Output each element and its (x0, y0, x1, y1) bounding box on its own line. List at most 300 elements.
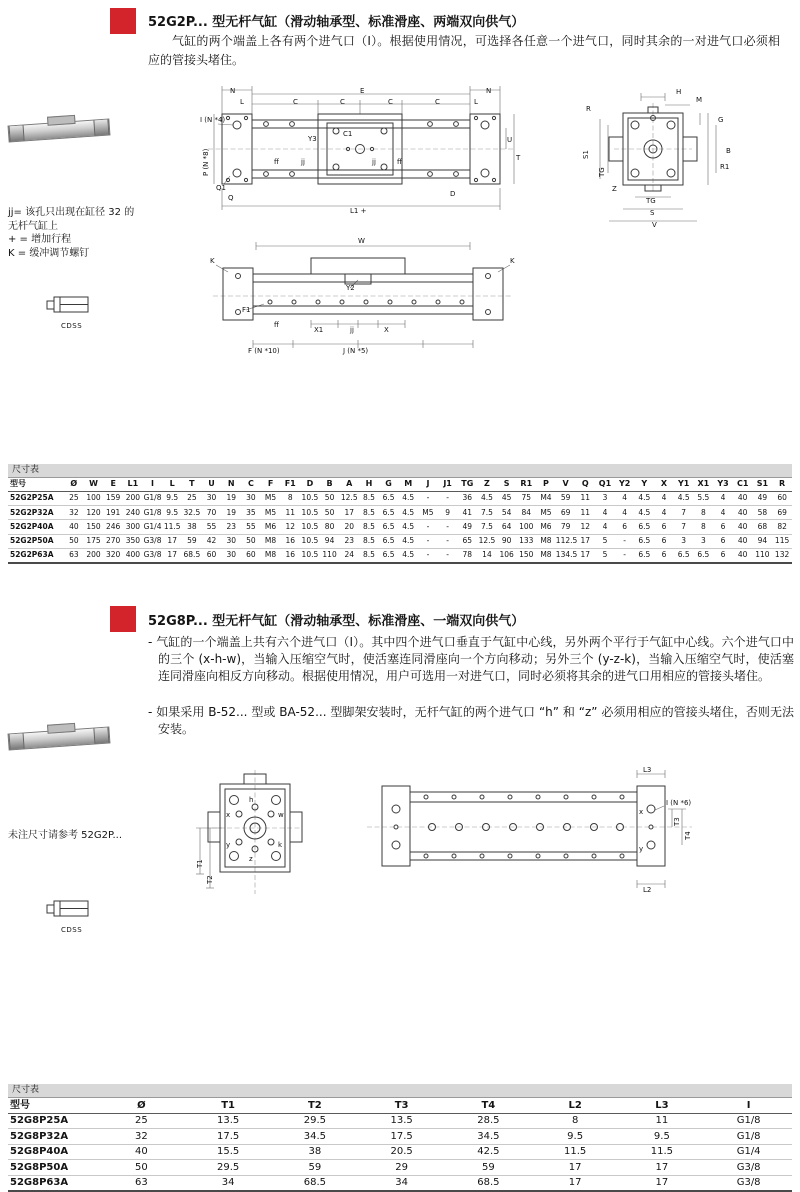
cell: 350 (123, 534, 143, 548)
cell: M5 (261, 491, 281, 505)
column-header: Y3 (713, 478, 733, 491)
cell: 6 (713, 534, 733, 548)
drawing-plan-view-52g8p (352, 764, 702, 896)
cell: M5 (261, 506, 281, 520)
dim-label: w (278, 811, 284, 819)
cell: 3 (674, 534, 694, 548)
cell: 11.5 (619, 1144, 706, 1160)
table-row (8, 1160, 792, 1176)
cell: 8.5 (359, 548, 379, 563)
cylinder-end-cap (9, 733, 25, 749)
cell: 84 (516, 506, 536, 520)
cell: 8 (532, 1113, 619, 1129)
column-header: S (497, 478, 517, 491)
cell: 6.5 (634, 534, 654, 548)
dim-label: Q1 (216, 184, 226, 192)
column-header: I (143, 478, 163, 491)
cell: G1/8 (705, 1129, 792, 1145)
cell: G1/4 (143, 520, 163, 534)
cell: 32 (64, 506, 84, 520)
cell: 38 (182, 520, 202, 534)
cell: 59 (556, 491, 576, 505)
cell: 134.5 (556, 548, 576, 563)
cell: 36 (457, 491, 477, 505)
column-header: T4 (445, 1098, 532, 1113)
cell: 49 (457, 520, 477, 534)
product-photo-1 (8, 104, 110, 160)
cell: M4 (536, 491, 556, 505)
cell: 175 (84, 534, 104, 548)
table-row (8, 1175, 792, 1191)
cell: 4.5 (634, 491, 654, 505)
dim-label: M (696, 96, 703, 104)
column-header: L1 (123, 478, 143, 491)
cell: 59 (182, 534, 202, 548)
dimension-table-2 (8, 1098, 792, 1192)
product-photo-2 (8, 712, 110, 768)
cell: 24 (339, 548, 359, 563)
cell: 6 (713, 548, 733, 563)
column-header: J1 (438, 478, 458, 491)
dim-label: h (249, 796, 254, 804)
cell: 12 (280, 520, 300, 534)
cell: 63 (98, 1175, 185, 1191)
cell: 4.5 (398, 548, 418, 563)
column-header: Ø (64, 478, 84, 491)
dim-label: E (360, 87, 365, 95)
cell: 52G2P25A (8, 491, 64, 505)
column-header: E (103, 478, 123, 491)
cell: 19 (221, 506, 241, 520)
dim-label: I (N *6) (666, 799, 692, 807)
cell: 52G8P25A (8, 1113, 98, 1129)
cylinder-schematic-icon (45, 898, 97, 922)
cell: 12 (575, 520, 595, 534)
dim-label: L (240, 98, 244, 106)
cell: 54 (497, 506, 517, 520)
column-header: M (398, 478, 418, 491)
drawing-end-view-52g8p (192, 756, 322, 901)
cell: 80 (320, 520, 340, 534)
cell: 94 (320, 534, 340, 548)
cell: 50 (241, 534, 261, 548)
dim-label: Y3 (308, 135, 317, 143)
cell: 12.5 (477, 534, 497, 548)
cell: 4 (713, 506, 733, 520)
column-header: X (654, 478, 674, 491)
cell: 11 (575, 491, 595, 505)
dim-label: N (230, 87, 236, 95)
cell: 400 (123, 548, 143, 563)
cell: 55 (202, 520, 222, 534)
cell: 13.5 (185, 1113, 272, 1129)
dim-label: L (474, 98, 478, 106)
cell: 6 (654, 534, 674, 548)
cell: 100 (84, 491, 104, 505)
cell: M8 (261, 548, 281, 563)
cell: 6 (654, 548, 674, 563)
column-header: F1 (280, 478, 300, 491)
dim-label: R (586, 105, 591, 113)
dim-label: D (450, 190, 456, 198)
cell: 70 (202, 506, 222, 520)
dim-label: H (676, 88, 682, 96)
column-header: H (359, 478, 379, 491)
cell: 79 (556, 520, 576, 534)
cell: 59 (272, 1160, 359, 1176)
section2-para1: - 气缸的一个端盖上共有六个进气口（I）。其中四个进气口垂直于气缸中心线，另外两个平行于气缸中心线。六个进气口中的三个 (x-h-w)，当输入压缩空气时，使活塞连同滑座向一个方向移动；另外三个 (y-z-k)，当输入压缩空气时，使活塞连同滑座向相反方向移动。根据使用情况，用户可选用一对进气口，同时必须将其余的进气口用相应的管接头堵住。 (148, 635, 794, 683)
cell: 10.5 (300, 520, 320, 534)
cell: 68.5 (272, 1175, 359, 1191)
cell: 4.5 (477, 491, 497, 505)
cell: 159 (103, 491, 123, 505)
cell: 50 (64, 534, 84, 548)
cell: 11.5 (532, 1144, 619, 1160)
cell: 6 (713, 520, 733, 534)
cell: 6.5 (634, 520, 654, 534)
side-notes (8, 206, 146, 260)
cell: 52G2P40A (8, 520, 64, 534)
section1-red-marker (110, 8, 136, 34)
dim-label: y (226, 841, 231, 849)
cell: 34 (185, 1175, 272, 1191)
cell: G1/8 (143, 491, 163, 505)
cell: 17 (339, 506, 359, 520)
dim-label: C (388, 98, 393, 106)
dim-label: G (718, 116, 724, 124)
cell: 42.5 (445, 1144, 532, 1160)
column-header: T2 (272, 1098, 359, 1113)
cell: 55 (241, 520, 261, 534)
note-line: 无杆气缸上 (8, 220, 58, 232)
cell: 17.5 (358, 1129, 445, 1145)
cell: 133 (516, 534, 536, 548)
cell: 52G2P32A (8, 506, 64, 520)
cell: 42 (202, 534, 222, 548)
column-header: R1 (516, 478, 536, 491)
column-header: T (182, 478, 202, 491)
cell: 8.5 (359, 520, 379, 534)
cell: 191 (103, 506, 123, 520)
column-header: I (705, 1098, 792, 1113)
dim-label: F1 (242, 306, 251, 314)
dim-label: Y2 (346, 284, 355, 292)
dim-label: Q (228, 194, 234, 202)
cell: 90 (497, 534, 517, 548)
dim-label: X (384, 326, 389, 334)
cell: 300 (123, 520, 143, 534)
column-header: V (556, 478, 576, 491)
column-header: N (221, 478, 241, 491)
cell: 6.5 (634, 548, 654, 563)
cell: 40 (733, 534, 753, 548)
cell: 5 (595, 548, 615, 563)
cell: 32 (98, 1129, 185, 1145)
column-header: R (772, 478, 792, 491)
column-header: C1 (733, 478, 753, 491)
cylinder-outline (382, 786, 665, 866)
column-header: S1 (753, 478, 773, 491)
cell: 4 (595, 520, 615, 534)
cell: 11.5 (162, 520, 182, 534)
cell: 49 (753, 491, 773, 505)
cell: 52G8P40A (8, 1144, 98, 1160)
cell: 52G2P63A (8, 548, 64, 563)
dim-label: S1 (582, 150, 590, 159)
cell: G3/8 (705, 1175, 792, 1191)
cell: 6 (615, 520, 635, 534)
column-header: P (536, 478, 556, 491)
section2-side-note: 未注尺寸请参考 52G2P... (8, 830, 123, 841)
cell: 25 (98, 1113, 185, 1129)
cell: 240 (123, 506, 143, 520)
cdss-label: CDSS (61, 926, 83, 934)
dim-label: x (639, 808, 644, 816)
dim-label: Z (612, 185, 617, 193)
cylinder-schematic-icon (45, 294, 97, 318)
dim-label: V (652, 221, 657, 229)
cell: - (438, 520, 458, 534)
cell: 40 (733, 506, 753, 520)
column-header: W (84, 478, 104, 491)
note-line: + = 增加行程 (8, 234, 72, 245)
cell: 35 (241, 506, 261, 520)
cell: 30 (241, 491, 261, 505)
drawing-plan-view-52g2p (200, 84, 522, 218)
cell: 9 (438, 506, 458, 520)
dim-label: z (249, 855, 253, 863)
cell: 8 (694, 506, 714, 520)
dim-label: jj (350, 326, 354, 334)
cell: 94 (753, 534, 773, 548)
cell: G1/8 (143, 506, 163, 520)
cell: - (418, 548, 438, 563)
cell: 82 (772, 520, 792, 534)
cell: 150 (516, 548, 536, 563)
cell: 7.5 (477, 520, 497, 534)
column-header: C (241, 478, 261, 491)
dim-label: B (726, 147, 731, 155)
cylinder-outline (223, 258, 503, 320)
cell: 4.5 (398, 491, 418, 505)
dim-label: X1 (314, 326, 324, 334)
cell: G1/8 (705, 1113, 792, 1129)
cell: 8 (280, 491, 300, 505)
cdss-symbol-2 (45, 898, 97, 934)
dim-label: C (340, 98, 345, 106)
cell: 65 (457, 534, 477, 548)
column-header: Y (634, 478, 654, 491)
cell: 100 (516, 520, 536, 534)
dim-label: jj (301, 158, 305, 166)
cell: 64 (497, 520, 517, 534)
table-row (8, 1144, 792, 1160)
cell: 68 (753, 520, 773, 534)
dim-label: K (510, 257, 515, 265)
cell: 75 (516, 491, 536, 505)
dim-label: x (226, 811, 231, 819)
dim-label: T (516, 154, 521, 162)
table-row (8, 1113, 792, 1129)
cell: 52G8P32A (8, 1129, 98, 1145)
dim-label: jj (372, 158, 376, 166)
cdss-label: CDSS (61, 322, 83, 330)
dim-label: k (278, 841, 283, 849)
cell: 29.5 (185, 1160, 272, 1176)
cell: - (418, 534, 438, 548)
cylinder-end-cap (93, 120, 109, 136)
cell: 13.5 (358, 1113, 445, 1129)
section2-para2: - 如果采用 B-52... 型或 BA-52... 型脚架安装时，无杆气缸的两个进气口 “h” 和 “z” 必须用相应的管接头堵住，否则无法安装。 (148, 705, 794, 736)
cell: 3 (694, 534, 714, 548)
column-header: TG (457, 478, 477, 491)
dimension-table-1 (8, 478, 792, 564)
cell: 4 (615, 506, 635, 520)
cell: 132 (772, 548, 792, 563)
dim-label: T1 (196, 859, 204, 868)
cdss-symbol-1 (45, 294, 97, 330)
cell: 78 (457, 548, 477, 563)
cell: G1/4 (705, 1144, 792, 1160)
table-caption: 尺寸表 (8, 464, 792, 478)
cell: 52G2P50A (8, 534, 64, 548)
cell: 3 (595, 491, 615, 505)
column-header: 型号 (8, 478, 64, 491)
cell: - (418, 491, 438, 505)
cell: 150 (84, 520, 104, 534)
dim-label: T4 (684, 831, 692, 840)
dim-label: J (N *5) (343, 347, 369, 355)
cell: 7 (674, 520, 694, 534)
cell: 17 (162, 548, 182, 563)
cell: 17 (619, 1160, 706, 1176)
column-header: 型号 (8, 1098, 98, 1113)
cell: 40 (733, 520, 753, 534)
cylinder-end-cap (9, 125, 25, 141)
cell: 60 (772, 491, 792, 505)
cell: 14 (477, 548, 497, 563)
cell: 4.5 (634, 506, 654, 520)
cell: 40 (733, 548, 753, 563)
cylinder-image (8, 726, 111, 750)
cell: 9.5 (532, 1129, 619, 1145)
column-header: X1 (694, 478, 714, 491)
dim-label: L1 + (350, 207, 367, 215)
dim-label: ff (274, 158, 279, 166)
cell: 4 (654, 491, 674, 505)
cell: M8 (261, 534, 281, 548)
cell: 6.5 (379, 520, 399, 534)
cell: 34 (358, 1175, 445, 1191)
cell: M5 (536, 506, 556, 520)
dim-label: ff (274, 321, 279, 329)
column-header: Z (477, 478, 497, 491)
cell: M6 (261, 520, 281, 534)
dimension-table-2-block (8, 1084, 792, 1192)
dim-label: C (293, 98, 298, 106)
section1-title: 52G2P... 型无杆气缸（滑动轴承型、标准滑座、两端双向供气） (148, 15, 525, 30)
cell: 23 (339, 534, 359, 548)
dimension-lines (637, 770, 686, 888)
cell: 28.5 (445, 1113, 532, 1129)
table-row (8, 506, 792, 520)
cell: 68.5 (182, 548, 202, 563)
column-header: L (162, 478, 182, 491)
column-header: D (300, 478, 320, 491)
drawing-side-view-52g2p (198, 232, 528, 358)
dim-label: N (486, 87, 492, 95)
cell: 200 (123, 491, 143, 505)
cell: 17 (575, 534, 595, 548)
column-header: L3 (619, 1098, 706, 1113)
cell: 246 (103, 520, 123, 534)
cell: 52G8P63A (8, 1175, 98, 1191)
cell: 106 (497, 548, 517, 563)
cell: 17 (532, 1160, 619, 1176)
cell: 19 (221, 491, 241, 505)
cell: 8.5 (359, 534, 379, 548)
cell: 10.5 (300, 506, 320, 520)
dim-label: K (210, 257, 215, 265)
cell: 17 (532, 1175, 619, 1191)
dim-label: S (650, 209, 655, 217)
cell: 9.5 (162, 491, 182, 505)
cell: 4.5 (398, 520, 418, 534)
cell: - (615, 534, 635, 548)
cell: 16 (280, 548, 300, 563)
cell: 4.5 (398, 534, 418, 548)
dim-label: TG (646, 197, 656, 205)
column-header: Y1 (674, 478, 694, 491)
dim-label: L3 (643, 766, 652, 774)
cylinder-end-cap (93, 728, 109, 744)
cell: 60 (241, 548, 261, 563)
cell: 10.5 (300, 491, 320, 505)
cell: 120 (84, 506, 104, 520)
cell: - (438, 548, 458, 563)
cell: 29.5 (272, 1113, 359, 1129)
cell: 29 (358, 1160, 445, 1176)
table-row (8, 534, 792, 548)
column-header: Y2 (615, 478, 635, 491)
cell: 17 (619, 1175, 706, 1191)
cell: 60 (202, 548, 222, 563)
cell: 34.5 (445, 1129, 532, 1145)
cell: 45 (497, 491, 517, 505)
cell: 6.5 (379, 506, 399, 520)
table-row (8, 1129, 792, 1145)
cell: - (438, 534, 458, 548)
cell: 110 (753, 548, 773, 563)
cell: - (615, 548, 635, 563)
cell: 34.5 (272, 1129, 359, 1145)
cell: 17.5 (185, 1129, 272, 1145)
drawing-end-view-52g2p (578, 85, 738, 235)
cell: 12.5 (339, 491, 359, 505)
dim-label: I (N *4) (200, 116, 226, 124)
dimension-table-1-block (8, 464, 792, 564)
cell: 9.5 (619, 1129, 706, 1145)
column-header: Q (575, 478, 595, 491)
cell: 16 (280, 534, 300, 548)
cell: 40 (733, 491, 753, 505)
cell: 110 (320, 548, 340, 563)
cell: 270 (103, 534, 123, 548)
cell: 58 (753, 506, 773, 520)
column-header: T3 (358, 1098, 445, 1113)
cell: 32.5 (182, 506, 202, 520)
cell: 8 (694, 520, 714, 534)
